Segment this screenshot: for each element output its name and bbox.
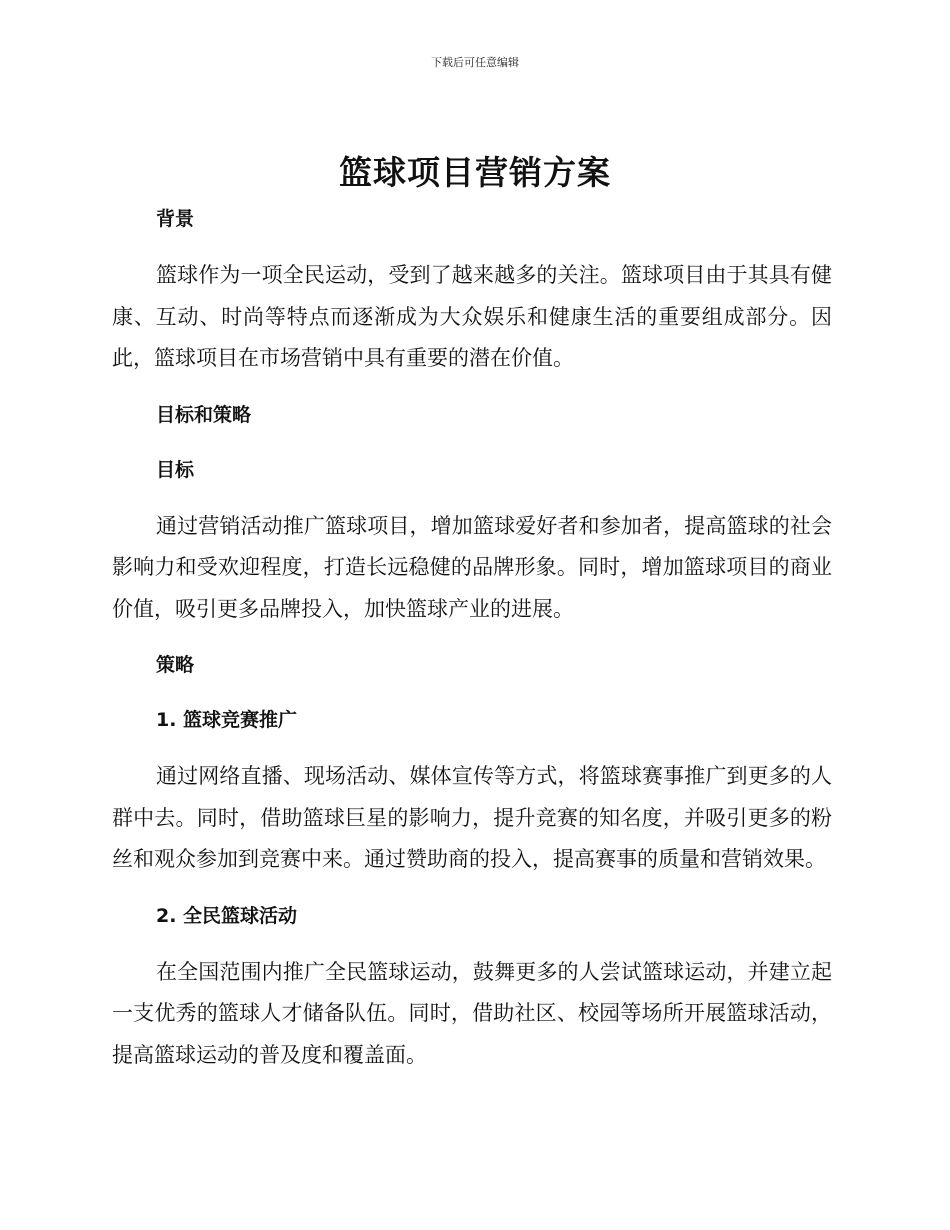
paragraph-background: 篮球作为一项全民运动，受到了越来越多的关注。篮球项目由于其具有健康、互动、时尚等特点而逐渐成为大众娱乐和健康生活的重要组成部分。因此，篮球项目在市场营销中具有重要的潜在价值。 — [112, 263, 832, 370]
paragraph-strategy-2: 在全国范围内推广全民篮球运动，鼓舞更多的人尝试篮球运动，并建立起一支优秀的篮球人才储备队伍。同时，借助社区、校园等场所开展篮球活动，提高篮球运动的普及度和覆盖面。 — [112, 959, 832, 1067]
heading-background: 背景 — [156, 208, 195, 230]
header-note: 下载后可任意编辑 — [431, 56, 519, 69]
document-body — [112, 198, 832, 1076]
heading-goals-strategy: 目标和策略 — [156, 403, 252, 426]
document-title: 篮球项目营销方案 — [339, 153, 611, 192]
paragraph-goal: 通过营销活动推广篮球项目，增加篮球爱好者和参加者，提高篮球的社会影响力和受欢迎程度，打造长远稳健的品牌形象。同时，增加篮球项目的商业价值，吸引更多品牌投入，加快篮球产业的进展。 — [112, 513, 832, 621]
paragraph-strategy-1: 通过网络直播、现场活动、媒体宣传等方式，将篮球赛事推广到更多的人群中去。同时，借助篮球巨星的影响力，提升竞赛的知名度，并吸引更多的粉丝和观众参加到竞赛中来。通过赞助商的投入，提高赛事的质量和营销效果。 — [112, 764, 832, 871]
heading-goal: 目标 — [156, 458, 195, 481]
heading-strategy: 策略 — [156, 654, 195, 676]
heading-strategy-2: 2. 全民篮球活动 — [156, 904, 298, 927]
heading-strategy-1: 1. 篮球竞赛推广 — [156, 709, 298, 731]
